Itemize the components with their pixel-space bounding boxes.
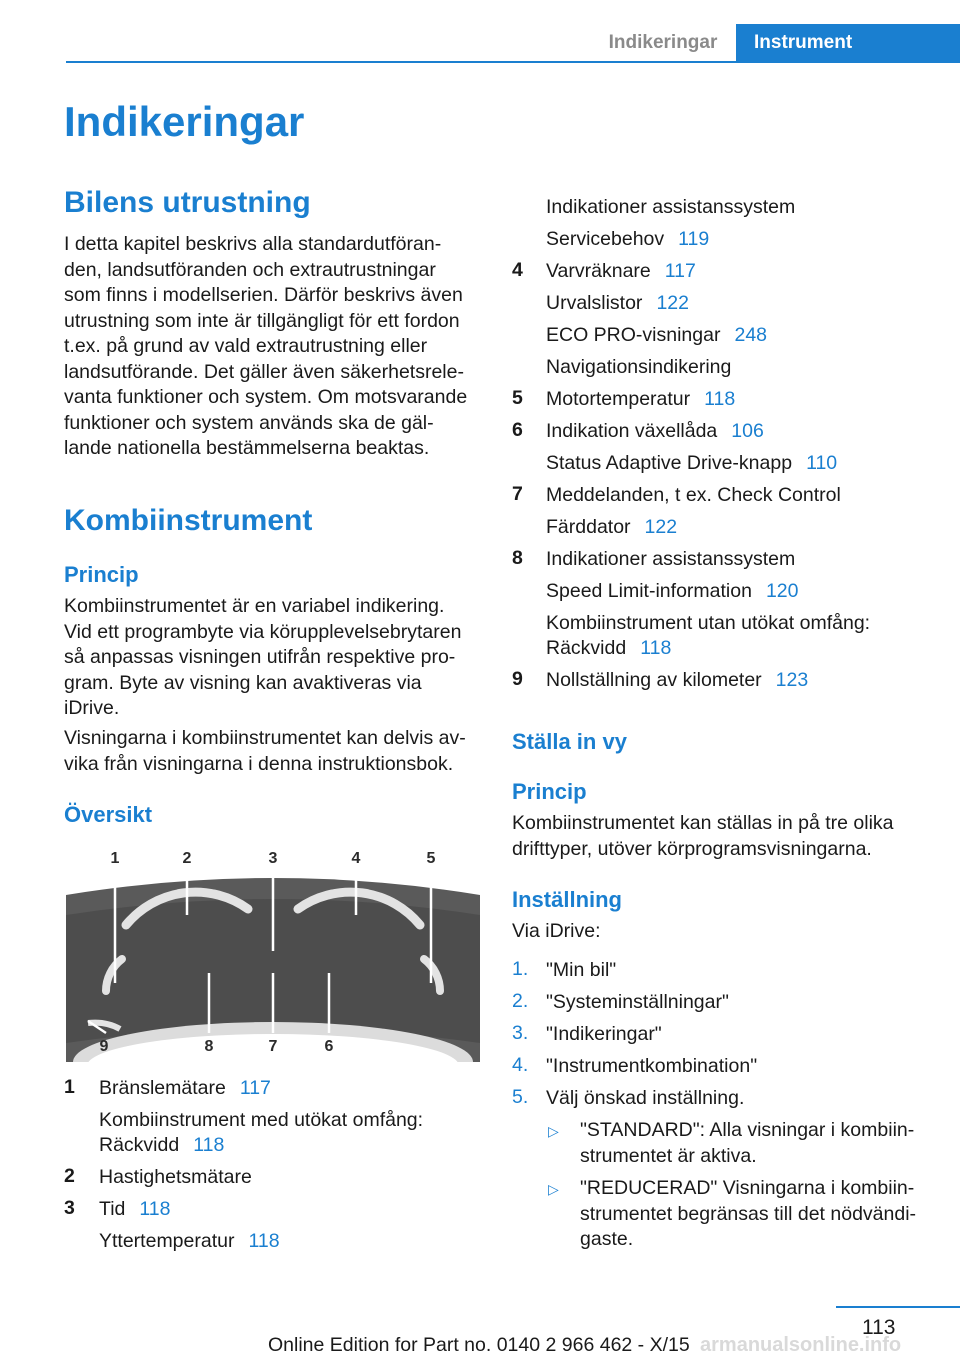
page-reference[interactable]: 119 <box>678 228 710 250</box>
princip-paragraph-2: Visningarna i kombiinstrumentet kan delvis av‐ vika från visningarna i denna instruktionsbok. <box>64 727 466 775</box>
legend-item: Urvalslistor 122 <box>546 292 689 314</box>
step-item: "Min bil" <box>546 959 617 981</box>
legend-item: Färddator 122 <box>546 516 678 538</box>
page-number: 113 <box>862 1316 896 1339</box>
heading-princip-2: Princip <box>512 779 587 804</box>
diagram-label-5: 5 <box>426 850 436 867</box>
footer-rule <box>836 1306 960 1308</box>
page-reference[interactable]: 117 <box>664 260 696 282</box>
page-reference[interactable]: 118 <box>248 1230 280 1252</box>
legend-number: 2 <box>64 1165 75 1187</box>
legend-item: Varvräknare 117 <box>546 260 696 282</box>
legend-item: Speed Limit-information 120 <box>546 580 799 602</box>
diagram-label-1: 1 <box>110 850 120 867</box>
heading-oversikt: Översikt <box>64 802 153 827</box>
legend-number: 4 <box>512 259 523 281</box>
header-rule <box>66 61 960 63</box>
heading-bilens-utrustning: Bilens utrustning <box>64 186 311 219</box>
legend-item: Nollställning av kilometer 123 <box>546 669 809 691</box>
step-item: "Indikeringar" <box>546 1023 662 1045</box>
legend-item: Motortemperatur 118 <box>546 388 736 410</box>
step-item: "Instrumentkombination" <box>546 1055 758 1077</box>
legend-item: Kombiinstrument utan utökat omfång: <box>546 612 871 634</box>
page-reference[interactable]: 106 <box>731 420 764 442</box>
footer-edition: Online Edition for Part no. 0140 2 966 462 - X/15 <box>268 1334 690 1356</box>
step-item: "Systeminställningar" <box>546 991 729 1013</box>
bullet-triangle-icon: ▷ <box>548 1123 559 1139</box>
page-reference[interactable]: 248 <box>734 324 768 346</box>
page-reference[interactable]: 110 <box>806 452 838 474</box>
step-number: 3. <box>512 1022 529 1044</box>
legend-item: Kombiinstrument med utökat omfång: <box>99 1109 424 1131</box>
legend-item: Bränslemätare 117 <box>99 1077 271 1099</box>
page-reference[interactable]: 117 <box>239 1077 271 1099</box>
legend-item: Hastighetsmätare <box>99 1166 252 1188</box>
heading-princip: Princip <box>64 562 139 587</box>
diagram-label-9: 9 <box>99 1038 109 1055</box>
bullet-standard: "STANDARD": Alla visningar i kombiin‐ strumentet är aktiva. <box>580 1119 915 1167</box>
header-tab-indikeringar[interactable]: Indikeringar <box>608 32 718 53</box>
legend-item: Indikationer assistanssystem <box>546 548 796 570</box>
step-number: 2. <box>512 990 529 1012</box>
diagram-label-6: 6 <box>324 1038 334 1055</box>
stalla-princip-paragraph: Kombiinstrumentet kan ställas in på tre olika drifttyper, utöver körprogramsvisningarna. <box>512 812 894 860</box>
diagram-label-2: 2 <box>182 850 192 867</box>
page-reference[interactable]: 118 <box>193 1134 225 1156</box>
legend-number: 6 <box>512 419 523 441</box>
legend-item: Indikationer assistanssystem <box>546 196 796 218</box>
legend-number: 3 <box>64 1197 75 1219</box>
legend-number: 1 <box>64 1076 75 1098</box>
step-number: 4. <box>512 1054 529 1076</box>
legend-item: Indikation växellåda 106 <box>546 420 764 442</box>
legend-item: Yttertemperatur 118 <box>99 1230 280 1252</box>
legend-item: Navigationsindikering <box>546 356 732 378</box>
diagram-label-8: 8 <box>204 1038 214 1055</box>
step-number: 5. <box>512 1086 529 1108</box>
legend-number: 8 <box>512 547 523 569</box>
diagram-label-4: 4 <box>351 850 361 867</box>
legend-item: Räckvidd 118 <box>99 1134 225 1156</box>
legend-item: Meddelanden, t ex. Check Control <box>546 484 841 506</box>
step-item: Välj önskad inställning. <box>546 1087 745 1109</box>
legend-number: 5 <box>512 387 523 409</box>
page-reference[interactable]: 120 <box>765 580 799 602</box>
legend-item: ECO PRO-visningar 248 <box>546 324 768 346</box>
page-title: Indikeringar <box>64 98 305 145</box>
page-reference[interactable]: 118 <box>640 637 672 659</box>
heading-stalla-in-vy: Ställa in vy <box>512 729 627 754</box>
bullet-reducerad: "REDUCERAD" Visningarna i kombiin‐ strumentet begränsas till det nödvändi‐ gaste. <box>580 1177 917 1250</box>
via-idrive: Via iDrive: <box>512 920 601 942</box>
step-number: 1. <box>512 958 529 980</box>
bullet-triangle-icon: ▷ <box>548 1181 559 1197</box>
page-reference[interactable]: 122 <box>644 516 678 538</box>
page-reference[interactable]: 118 <box>704 388 736 410</box>
princip-paragraph-1: Kombiinstrumentet är en variabel indikering. Vid ett programbyte via körupplevelsebrytaren så anpassas visningen utifrån respektive pro‐ gram. Byte av visning kan avaktiveras via iDrive. <box>64 595 462 719</box>
page-reference[interactable]: 118 <box>139 1198 171 1220</box>
diagram-label-3: 3 <box>268 850 278 867</box>
legend-item: Status Adaptive Drive-knapp 110 <box>546 452 838 474</box>
page-reference[interactable]: 122 <box>656 292 689 314</box>
heading-installning: Inställning <box>512 887 622 912</box>
instrument-cluster-diagram <box>66 843 480 1062</box>
legend-item: Servicebehov 119 <box>546 228 710 250</box>
page-reference[interactable]: 123 <box>775 669 809 691</box>
legend-number: 9 <box>512 668 523 690</box>
watermark: armanualsonline.info <box>700 1334 902 1356</box>
heading-kombiinstrument: Kombiinstrument <box>64 504 313 537</box>
legend-item: Räckvidd 118 <box>546 637 672 659</box>
legend-item: Tid 118 <box>99 1198 171 1220</box>
diagram-label-7: 7 <box>268 1038 278 1055</box>
legend-number: 7 <box>512 483 523 505</box>
intro-paragraph: I detta kapitel beskrivs alla standardutföran‐ den, landsutföranden och extrautrustningar som finns i modellserien. Därför beskrivs även utrustning som inte är tillgängligt för ett fordon t.ex. på grund av vald extrautrustning eller landsutförande. Det gäller även säkerhetsrele‐ vanta funktioner och system. Om motsvarande funktioner och system används ska de gäl‐ lande nationella bestämmelserna beaktas. <box>64 233 468 459</box>
header-tab-instrument[interactable]: Instrument <box>736 24 960 62</box>
